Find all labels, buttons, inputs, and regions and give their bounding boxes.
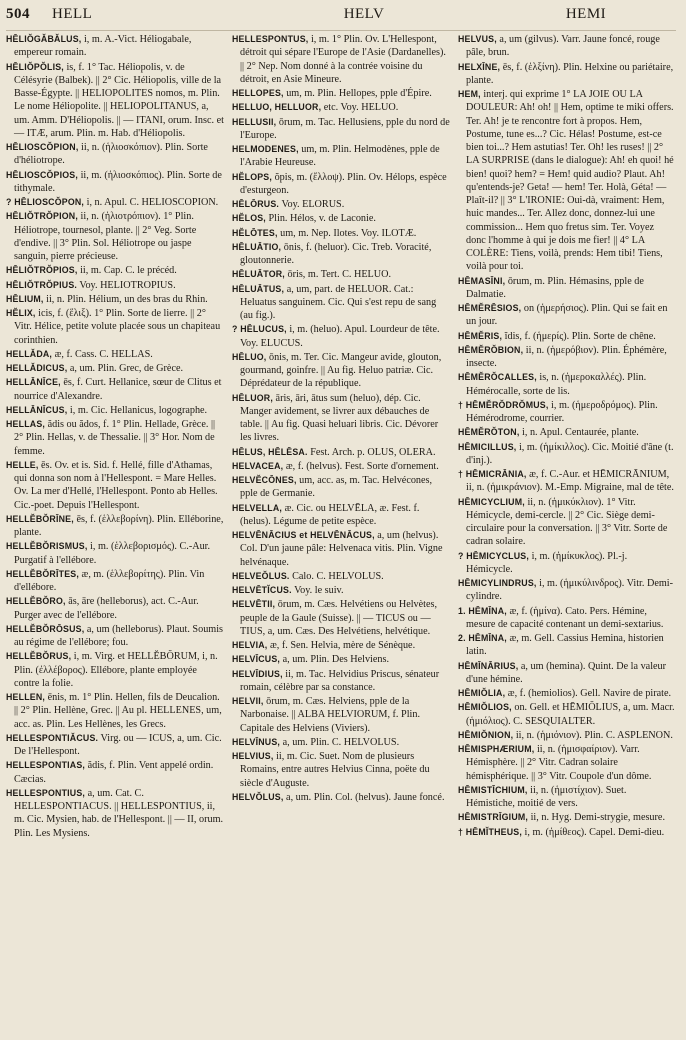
- entry-headword: ? HĒLIOSCŎPON,: [6, 197, 85, 207]
- entry-definition: ii, n. Hyg. Demi-strygie, mesure.: [530, 812, 665, 824]
- entry-headword: HĒMISPHÆRIUM,: [458, 744, 535, 754]
- entry-headword: HĔLOS,: [232, 213, 266, 224]
- entry-definition: ēs, f. Curt. Hellanice, sœur de Clitus et nourrice d'Alexandre.: [14, 377, 222, 402]
- dictionary-entry: [458, 88, 676, 274]
- entry-headword: HĔLŌTES,: [232, 227, 278, 238]
- entry-definition: a, um (gilvus). Varr. Jaune foncé, rouge pâle, brun.: [466, 34, 660, 59]
- dictionary-entry: [6, 759, 224, 786]
- entry-headword: HĒLIOSCŎPIOS,: [6, 169, 79, 180]
- dictionary-entry: [458, 371, 676, 398]
- entry-definition: i, m. (ἑλλεβορισμός). C.-Aur. Purgatif à l'ellébore.: [14, 541, 211, 566]
- dictionary-entry: [6, 348, 224, 361]
- dictionary-entry: [458, 687, 676, 700]
- dictionary-entry: [232, 143, 450, 170]
- entry-headword: HĒMĔRIS,: [458, 330, 503, 341]
- dictionary-entry: [232, 283, 450, 323]
- entry-definition: ōrum, m. Plin. Hémasins, pple de Dalmatie.: [466, 275, 644, 300]
- entry-headword: HELLĔBŎRO,: [6, 596, 66, 607]
- entry-definition: i, m. Cic. Hellanicus, logographe.: [69, 404, 208, 416]
- dictionary-entry: [458, 496, 676, 549]
- entry-headword: HELVĪNUS,: [232, 736, 281, 747]
- entry-headword: HELLESPONTIAS,: [6, 760, 86, 771]
- entry-headword: HELLĂDICUS,: [6, 363, 68, 373]
- entry-definition: ēs. Ov. et is. Sid. f. Hellé, fille d'Athamas, qui donna son nom à l'Hellespont. = Mare Helles. Ov. La mer d'Hellé, l'Hellespont. Ponto ab Helles. Cic.-poet. Depuis l'Hellespont.: [14, 459, 218, 511]
- entry-definition: a, um. Cat. C. HELLESPONTIACUS. || HELLESPONTIUS, ii, m. Cic. Mysien, hab. de l'Hellespont. || — II, orum. Plin. Les Mysiens.: [14, 787, 224, 839]
- dictionary-entry: [232, 351, 450, 391]
- entry-headword: HELVĒNĀCIUS et HELVĒNĀCUS,: [232, 530, 375, 540]
- entry-headword: HĒMIŎLIA,: [458, 688, 506, 698]
- column-right: [458, 33, 676, 1037]
- dictionary-entry: [232, 212, 450, 225]
- entry-definition: ii, n. (ἡλιοτρόπιον). 1° Plin. Héliotrope, tournesol, plante. || 2° Veg. Sorte d'endive. || 3° Plin. Sol. Héliotrope ou jaspe sanguin, pierre précieuse.: [14, 211, 197, 262]
- entry-headword: HELMODENES,: [232, 144, 299, 154]
- dictionary-entry: [458, 302, 676, 329]
- dictionary-entry: [458, 426, 676, 439]
- entry-definition: æ, f. Cass. C. HELLAS.: [54, 348, 153, 360]
- entry-headword: HELVACEA,: [232, 460, 284, 471]
- entry-headword: HĒMĔRŎTON,: [458, 427, 520, 438]
- entry-definition: Calo. C. HELVOLUS.: [292, 570, 384, 582]
- entry-headword: HĒLIŎPŎLIS,: [6, 61, 64, 72]
- entry-headword: HELVIA,: [232, 640, 268, 650]
- entry-headword: HELLOPES,: [232, 88, 284, 98]
- entry-headword: 1. HĒMĪNA,: [458, 605, 507, 616]
- entry-definition: ōrum, m. Cæs. Helviens, pple de la Narbonaise. || ALBA HELVIORUM, f. Plin. Capitale des Helviens (Viviers).: [240, 696, 420, 734]
- entry-definition: ii, n. Plin. Hélium, un des bras du Rhin.: [46, 293, 208, 305]
- entry-definition: i, m. (ἡμίκυκλος). Pl.-j. Hémicycle.: [466, 550, 628, 575]
- entry-definition: ōnis, m. Ter. Cic. Mangeur avide, glouton, gourmand, goinfre. || Au fig. Heluo patriæ. Cic. Déprédateur de la république.: [240, 351, 442, 390]
- entry-definition: a, um. Plin. Grec, de Grèce.: [69, 363, 184, 374]
- dictionary-entry: [232, 668, 450, 695]
- entry-definition: ii, m. Cap. C. le précéd.: [80, 265, 177, 277]
- entry-definition: etc. Voy. HELUO.: [323, 102, 399, 114]
- dictionary-entry: [458, 577, 676, 604]
- entry-headword: HĒMĔRŎBION,: [458, 344, 524, 355]
- entry-headword: HĒMĪNĀRIUS,: [458, 660, 519, 671]
- dictionary-entry: [232, 791, 450, 804]
- entry-definition: i, m. (ἡμεροδρόμος). Plin. Hémérodrome, courrier.: [466, 399, 658, 424]
- dictionary-entry: [6, 595, 224, 622]
- entry-definition: is, n. (ἡμεροκαλλές). Plin. Hémérocalle, sorte de lis.: [466, 372, 647, 397]
- entry-definition: um, m. Plin. Hellopes, pple d'Épire.: [286, 88, 432, 99]
- entry-headword: HĒLIŎTRŎPION,: [6, 211, 78, 222]
- entry-headword: HĔLIX,: [6, 308, 36, 318]
- entry-definition: āris, āri, ātus sum (heluo), dép. Cic. Manger avidement, se livrer aux débauches de table. || Au fig. Quasi heluari libris. Cic. Dévorer les livres.: [240, 392, 439, 444]
- entry-definition: i, m. (ἡμίθεος). Capel. Demi-dieu.: [524, 826, 665, 838]
- entry-headword: HĒLIŎGĂBĂLUS,: [6, 34, 82, 44]
- guide-word-left: HELL: [52, 6, 93, 22]
- entry-headword: † HĒMĬTHEUS,: [458, 826, 522, 837]
- entry-headword: HELLESPONTIUS,: [6, 787, 86, 798]
- entry-definition: Virg. ou — ICUS, a, um. Cic. De l'Hellespont.: [14, 732, 222, 757]
- entry-headword: HELLĔBŎRISMUS,: [6, 541, 88, 552]
- dictionary-entry: [232, 570, 450, 583]
- entry-headword: HELXĪNE,: [458, 61, 501, 72]
- entry-definition: ii, n. (ἡμισφαίριον). Varr. Hémisphère. || 2° Vitr. Cadran solaire hémisphérique. || 3° Vitr. Coupole d'un dôme.: [466, 744, 652, 782]
- entry-headword: HĒMISTĪCHIUM,: [458, 784, 528, 795]
- entry-definition: æ. Cic. ou HELVĒLA, æ. Fest. f. (helus). Légume de petite espèce.: [240, 502, 420, 527]
- entry-definition: um, acc. as, m. Tac. Helvécones, pple de Germanie.: [240, 475, 433, 500]
- entry-definition: ii, n. (ἡλιοσκόπιον). Plin. Sorte d'héliotrope.: [14, 142, 208, 167]
- dictionary-entry: [6, 264, 224, 277]
- entry-definition: interj. qui exprime 1° LA JOIE OU LA DOULEUR: Ah! oh! || Hem, optime te miki offers. Ter. Ah! je te rencontre fort à propos. Hem, Postume, tune es...? Cic. Hélas! Postume, est-ce bien toi...? Hem astutias! Ter. Oh! les ruses! || 2° LA SURPRISE (dans le dialogue): Ah! eh quoi! hé bien! quoi? hem? = Hem! quid audio? Plaut. Ah! qu'entends-je? Geta! — hem! Ter. Holà, Géta! — Plaît-il? || 3° L'IRONIE: Oui-dà, vraiment: Hem, huic mandes... Ter. Allez donc, donnez-lui une commission... Hem quo fretus sim. Ter. Voyez donc l'homme à qui je dois me fier! || 4° LA COLÈRE: Tiens, voilà, prends: Hem tibi! Tiens, voilà pour toi.: [466, 89, 674, 273]
- dictionary-entry: [6, 376, 224, 403]
- guide-word-right: HEMI: [565, 6, 607, 22]
- dictionary-entry: [232, 227, 450, 240]
- column-left: [6, 33, 224, 1037]
- entry-definition: a, um (helleborus). Plaut. Soumis au régime de l'ellébore; fou.: [14, 623, 224, 648]
- entry-definition: æ, m. (ἑλλεβορίτης). Plin. Vin d'ellébore.: [14, 568, 205, 593]
- dictionary-entry: [232, 446, 450, 459]
- entry-definition: Voy. ELORUS.: [281, 199, 345, 210]
- dictionary-entry: [6, 691, 224, 731]
- dictionary-entry: [6, 513, 224, 540]
- entry-definition: æ, f. C.-Aur. et HĒMICRĀNIUM, ii, n. (ἡμικράνιον). M.-Emp. Migraine, mal de tête.: [466, 469, 674, 494]
- entry-headword: HELLEN,: [6, 692, 46, 702]
- dictionary-entry: [232, 736, 450, 749]
- dictionary-entry: [6, 196, 224, 209]
- guide-word-center: HELV: [343, 6, 385, 22]
- dictionary-entry: [6, 418, 224, 458]
- entry-definition: ōrum, m. Cæs. Helvétiens ou Helvètes, peuple de la Gaule (Suisse). || — TICUS ou — TIUS, a, um. Cæs. Des Helvétiens, helvétique.: [240, 599, 438, 637]
- entry-definition: æ, m. Gell. Cassius Hemina, historien latin.: [466, 633, 664, 658]
- entry-definition: a, um (hemina). Quint. De la valeur d'une hémine.: [466, 660, 667, 685]
- entry-headword: HĒLIUM,: [6, 293, 44, 304]
- entry-definition: æ, f. (ἡμίνα). Cato. Pers. Hémine, mesure de capacité contenant un demi-sextarius.: [466, 605, 664, 630]
- dictionary-entry: [232, 392, 450, 445]
- entry-headword: HĒLUOR,: [232, 392, 273, 403]
- entry-definition: is, f. 1° Tac. Héliopolis, v. de Célésyrie (Balbek). || 2° Cic. Héliopolis, ville de la Basse-Égypte. || HELIOPOLITES nomos, m. Plin. Le nome Héliopolite. || HELIOPOLITANUS, a, um. Amm. D'Héliopolis. || — ITANI, orum. Insc. et — ITÆ, arum. Plin. m. Hab. d'Héliopolis.: [14, 61, 224, 139]
- entry-definition: æ, f. (helvus). Fest. Sorte d'ornement.: [285, 460, 439, 472]
- entry-definition: ēs, f. (ἑλλεβορίνη). Plin. Elléborine, plante.: [14, 513, 224, 538]
- entry-headword: HELLUSII,: [232, 116, 277, 127]
- dictionary-entry: [6, 650, 224, 690]
- entry-definition: Voy. le suiv.: [294, 585, 344, 596]
- entry-headword: HELVŎLUS,: [232, 791, 284, 802]
- dictionary-entry: [6, 362, 224, 375]
- entry-definition: on (ἡμερήσιος). Plin. Qui se fait en un jour.: [466, 303, 668, 328]
- entry-definition: Fest. Arch. p. OLUS, OLERA.: [310, 446, 436, 458]
- dictionary-entry: [458, 729, 676, 742]
- entry-headword: HĒLIŎTRŎPIOS,: [6, 265, 78, 276]
- entry-headword: HELLE,: [6, 459, 39, 470]
- entry-definition: ōrum, m. Tac. Hellusiens, pple du nord de l'Europe.: [240, 116, 450, 141]
- entry-headword: HELLESPONTUS,: [232, 34, 309, 44]
- entry-headword: HELLĀNĪCUS,: [6, 404, 68, 415]
- entry-headword: HELLUO, HELLUOR,: [232, 102, 322, 113]
- entry-definition: i, m. (ἡμίκιλλος). Cic. Moitié d'âne (t. d'inj.).: [466, 441, 674, 466]
- entry-headword: HELLAS,: [6, 419, 46, 429]
- entry-headword: HĒMASĪNI,: [458, 275, 506, 286]
- entry-headword: † HĒMĔRŎDRŎMUS,: [458, 399, 549, 410]
- entry-headword: ? HĒMICYCLUS,: [458, 550, 530, 561]
- entry-headword: HĒMIŎNION,: [458, 729, 514, 740]
- dictionary-entry: [232, 116, 450, 143]
- dictionary-entry: [232, 33, 450, 86]
- entry-headword: HELVIUS,: [232, 751, 274, 761]
- entry-headword: HĒMICYCLIUM,: [458, 496, 525, 507]
- entry-headword: HĒMICILLUS,: [458, 441, 517, 452]
- dictionary-entry: [232, 87, 450, 100]
- entry-headword: 2. HĒMĪNA,: [458, 633, 507, 643]
- dictionary-entry: [232, 529, 450, 569]
- dictionary-entry: [232, 323, 450, 350]
- entry-definition: a, um, part. de HELUOR. Cat.: Heluatus sanguinem. Cic. Qui s'est repu de sang (au fig.).: [240, 283, 437, 321]
- entry-headword: HĒMICYLINDRUS,: [458, 578, 537, 588]
- entry-headword: HELLĔBŎRŌSUS,: [6, 623, 85, 634]
- entry-headword: HELLĔBŎRĪNE,: [6, 513, 74, 524]
- entry-definition: i, m. Virg. et HELLĔBŎRUM, i, n. Plin. (ἐλλέβορος). Ellébore, plante employée contre la folie.: [14, 651, 218, 689]
- entry-headword: HĒLUĀTOR,: [232, 269, 285, 280]
- entry-definition: i, n. Apul. Centaurée, plante.: [522, 427, 639, 439]
- entry-definition: ii, n. (ἡμερόβιον). Plin. Éphémère, insecte.: [466, 344, 667, 369]
- entry-definition: ii, n. (ἡμικύκλιον). 1° Vitr. Hémicycle, demi-cercle. || 2° Cic. Siège demi-circulaire pour la conversation. || 3° Vitr. Sorte de cadran solaire.: [466, 496, 668, 548]
- dictionary-entry: [232, 101, 450, 114]
- entry-headword: HELVUS,: [458, 34, 497, 44]
- entry-definition: a, um. Plin. Des Helviens.: [282, 654, 390, 666]
- dictionary-entry: [458, 61, 676, 88]
- dictionary-entry: [6, 293, 224, 306]
- dictionary-entry: [232, 750, 450, 790]
- dictionary-entry: [6, 459, 224, 512]
- entry-headword: HĒLIŎTRŎPIUS.: [6, 279, 78, 290]
- dictionary-entry: [458, 784, 676, 811]
- entry-definition: um, m. Nep. Ilotes. Voy. ILOTÆ.: [280, 227, 417, 239]
- dictionary-entry: [6, 404, 224, 417]
- entry-definition: ĭdis, f. (ἡμερίς). Plin. Sorte de chêne.: [504, 330, 656, 342]
- dictionary-entry: [458, 632, 676, 659]
- dictionary-entry: [458, 468, 676, 495]
- entry-definition: i, m. 1° Plin. Ov. L'Hellespont, détroit qui sépare l'Europe de l'Asie (Dardanelles). || 2° Nep. Nom donné à la contrée voisine du détroit, en Asie Mineure.: [240, 34, 446, 85]
- dictionary-entry: [6, 623, 224, 650]
- dictionary-entry: [458, 550, 676, 577]
- running-head: [6, 6, 676, 31]
- entry-definition: ii, m. Tac. Helvidius Priscus, sénateur romain, célèbre par sa constance.: [240, 668, 440, 693]
- entry-headword: HELVII,: [232, 696, 264, 706]
- entry-definition: a, um. Plin. C. HELVOLUS.: [282, 736, 400, 748]
- entry-headword: HELLĔBŎRĪTES,: [6, 568, 79, 579]
- entry-headword: HĒLIOSCŎPION,: [6, 142, 79, 152]
- entry-headword: HELLĔBŎRUS,: [6, 651, 72, 662]
- dictionary-entry: [6, 787, 224, 840]
- dictionary-entry: [232, 502, 450, 529]
- dictionary-entry: [458, 275, 676, 302]
- entry-definition: ii, n. (ἡμιόνιον). Plin. C. ASPLENON.: [515, 729, 673, 741]
- entry-definition: i, m. A.-Vict. Héliogabale, empereur romain.: [14, 34, 192, 59]
- entry-definition: ōris, m. Tert. C. HELUO.: [287, 269, 392, 281]
- dictionary-entry: [232, 474, 450, 501]
- dictionary-entry: [6, 61, 224, 141]
- dictionary-entry: [6, 307, 224, 347]
- entry-headword: HELVĒTĬCUS.: [232, 585, 292, 595]
- entry-headword: HĒLUO,: [232, 351, 267, 362]
- entry-definition: a, um (helvus). Col. D'un jaune pâle: Helvenaca vitis. Plin. Vigne helvénaque.: [240, 530, 443, 568]
- entry-headword: HĒMĔRŎCALLES,: [458, 372, 537, 383]
- dictionary-entry: [6, 279, 224, 292]
- entry-headword: HEM,: [458, 89, 481, 99]
- entry-headword: HELVĪCUS,: [232, 654, 281, 665]
- dictionary-entry: [6, 568, 224, 595]
- dictionary-entry: [458, 330, 676, 343]
- entry-headword: HELVĔCŌNES,: [232, 475, 297, 485]
- entry-definition: a, um. Plin. Col. (helvus). Jaune foncé.: [286, 791, 445, 803]
- dictionary-entry: [6, 141, 224, 168]
- dictionary-entry: [458, 743, 676, 783]
- dictionary-entry: [232, 241, 450, 268]
- dictionary-entry: [6, 169, 224, 196]
- dictionary-entry: [232, 695, 450, 735]
- dictionary-entry: [6, 33, 224, 60]
- entry-headword: HĒLŌRUS.: [232, 199, 280, 209]
- dictionary-entry: [6, 210, 224, 263]
- entry-definition: i, m. (ἡμικύλινδρος). Vitr. Demi-cylindre.: [466, 578, 673, 603]
- entry-definition: ēnis, m. 1° Plin. Hellen, fils de Deucalion. || 2° Plin. Hellène, Grec. || Au pl. HELLENES, um, acc. as. Plin. Les Hellènes, les Grecs.: [14, 692, 222, 730]
- entry-headword: HĔLOPS,: [232, 171, 273, 182]
- entry-definition: ŏpis, m. (ἔλλοψ). Plin. Ov. Hélops, espèce d'esturgeon.: [240, 171, 447, 196]
- entry-headword: HĒLUS, HĒLĒSA.: [232, 446, 308, 457]
- entry-headword: HELVEŎLUS.: [232, 570, 290, 581]
- entry-definition: ii, n. (ἡμιστίχιον). Suet. Hémistiche, moitié de vers.: [466, 784, 627, 809]
- entry-headword: HELLĂDA,: [6, 348, 53, 359]
- entry-definition: on. Gell. et HĒMIŎLIUS, a, um. Macr. (ἡμιόλιος). C. SESQUIALTER.: [466, 702, 675, 727]
- entry-definition: ās, āre (helleborus), act. C.-Aur. Purger avec de l'ellébore.: [14, 596, 199, 621]
- entry-headword: HELLĀNĪCE,: [6, 377, 61, 388]
- dictionary-entry: [458, 660, 676, 687]
- dictionary-entry: [6, 732, 224, 759]
- entry-definition: Plin. Hélos, v. de Laconie.: [268, 213, 376, 225]
- dictionary-entry: [458, 33, 676, 60]
- entry-definition: i, m. (heluo). Apul. Lourdeur de tête. Voy. ELUCUS.: [240, 324, 440, 349]
- dictionary-entry: [232, 598, 450, 638]
- entry-definition: i, n. Apul. C. HELIOSCOPION.: [86, 197, 219, 208]
- dictionary-entry: [458, 399, 676, 426]
- columns: [6, 33, 676, 1037]
- entry-definition: ii, m. (ἡλιοσκόπιος). Plin. Sorte de tithymale.: [14, 169, 222, 194]
- entry-definition: Voy. HELIOTROPIUS.: [79, 279, 176, 291]
- entry-definition: ădis ou ădos, f. 1° Plin. Hellade, Grèce. || 2° Plin. Hellas, v. de Thessalie. || 3° Hor. Nom de femme.: [14, 419, 216, 457]
- dictionary-entry: [458, 826, 676, 839]
- entry-headword: HĒLUĀTUS,: [232, 283, 285, 294]
- dictionary-entry: [232, 198, 450, 211]
- dictionary-entry: [458, 605, 676, 632]
- dictionary-entry: [6, 540, 224, 567]
- dictionary-entry: [458, 811, 676, 824]
- entry-headword: HELLESPONTIĂCUS.: [6, 732, 99, 743]
- dictionary-entry: [458, 441, 676, 468]
- dictionary-entry: [232, 460, 450, 473]
- entry-definition: um, m. Plin. Helmodènes, pple de l'Arabie Heureuse.: [240, 144, 440, 169]
- page-number: 504: [6, 6, 30, 22]
- entry-headword: ? HĒLUCUS,: [232, 324, 287, 335]
- entry-definition: ōnis, f. (heluor). Cic. Treb. Voracité, gloutonnerie.: [240, 241, 432, 266]
- entry-headword: HELVĒTII,: [232, 599, 276, 610]
- entry-definition: ēs, f. (ἑλξίνη). Plin. Helxine ou pariétaire, plante.: [466, 61, 674, 86]
- entry-headword: HĒMĔRĒSIOS,: [458, 303, 522, 313]
- entry-definition: ii, m. Cic. Suet. Nom de plusieurs Romains, entre autres Helvius Cinna, poëte du siècle d'Auguste.: [240, 751, 430, 789]
- entry-headword: HELVELLA,: [232, 502, 283, 513]
- entry-definition: æ, f. Sen. Helvia, mère de Sénèque.: [270, 640, 416, 651]
- entry-definition: æ, f. (hemiolios). Gell. Navire de pirate.: [507, 688, 672, 699]
- entry-headword: HĒMIŎLIOS,: [458, 702, 512, 713]
- entry-definition: icis, f. (ἕλιξ). 1° Plin. Sorte de lierre. || 2° Vitr. Hélice, petite volute placée sous un chapiteau corinthien.: [14, 308, 221, 346]
- dictionary-entry: [232, 584, 450, 597]
- entry-headword: HELVĪDIUS,: [232, 668, 283, 679]
- dictionary-entry: [232, 653, 450, 666]
- dictionary-entry: [458, 344, 676, 371]
- dictionary-entry: [232, 268, 450, 281]
- entry-headword: † HĒMICRĀNIA,: [458, 469, 527, 479]
- entry-headword: HĒLUĀTIO,: [232, 241, 282, 252]
- entry-definition: ădis, f. Plin. Vent appelé ordin. Cæcias.: [14, 760, 214, 785]
- column-middle: [232, 33, 450, 1037]
- dictionary-entry: [232, 639, 450, 652]
- entry-headword: HĒMISTRĪGIUM,: [458, 812, 529, 823]
- dictionary-entry: [458, 701, 676, 728]
- dictionary-entry: [232, 171, 450, 198]
